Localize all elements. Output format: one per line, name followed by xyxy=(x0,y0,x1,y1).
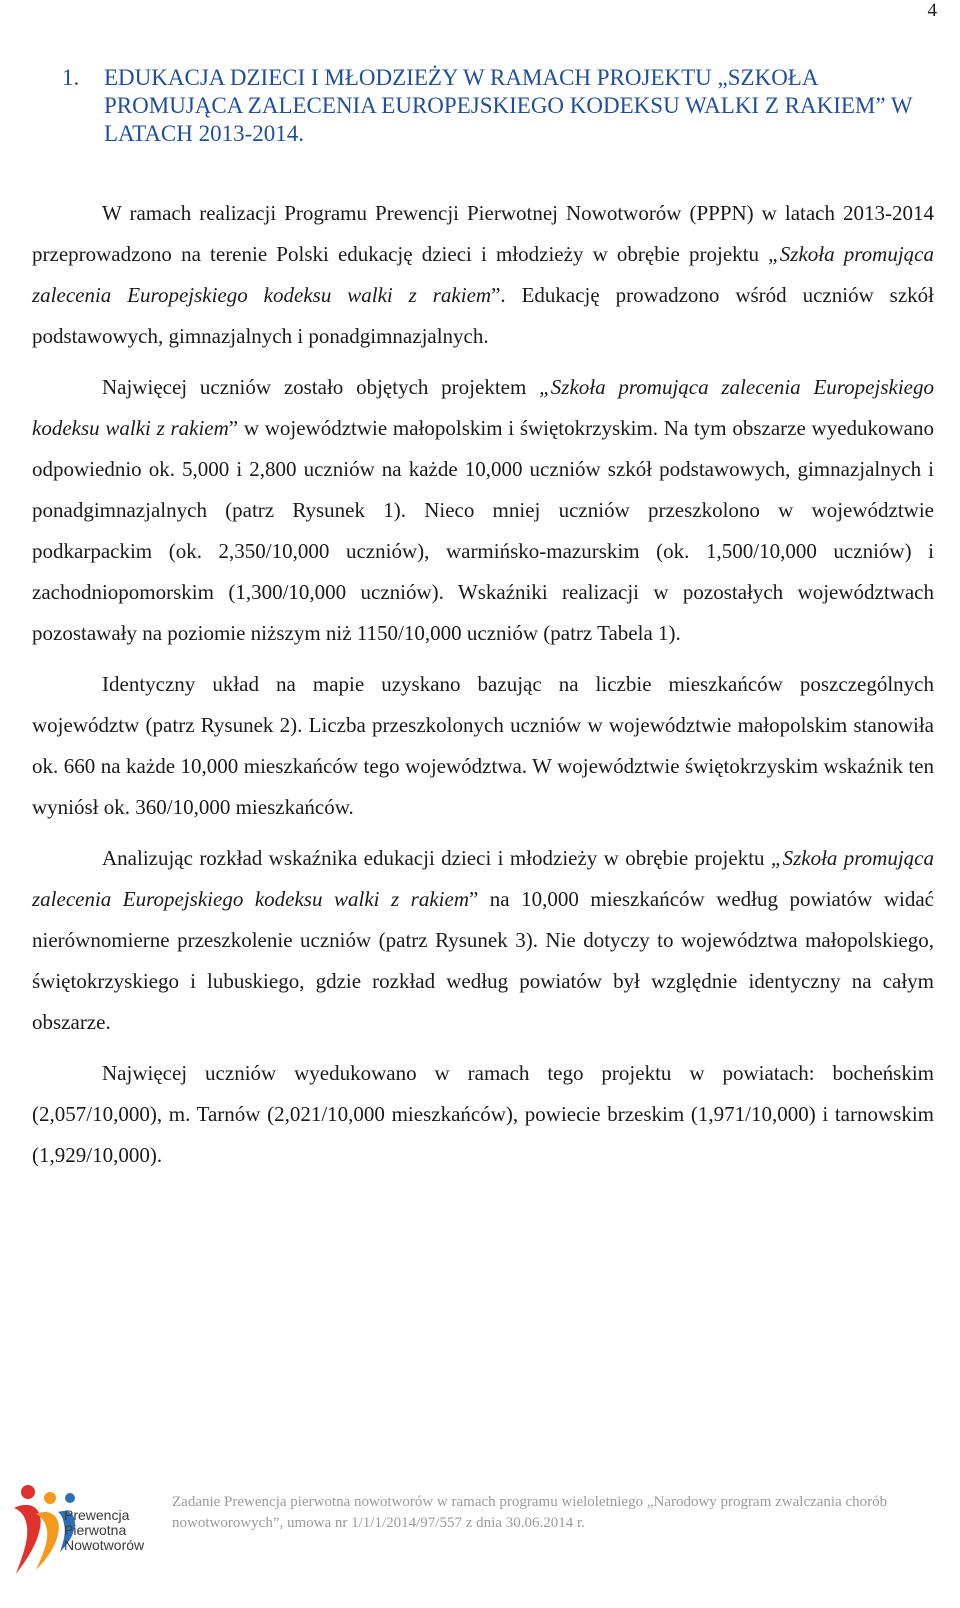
paragraph-2 xyxy=(32,367,934,654)
paragraph-1 xyxy=(32,193,934,357)
logo-figure-red xyxy=(14,1505,41,1574)
section-number: 1. xyxy=(62,65,80,90)
paragraph-4 xyxy=(32,838,934,1043)
logo-head-orange xyxy=(44,1492,56,1504)
paragraph-text: Najwięcej uczniów wyedukowano w ramach tego projektu w powiatach: bocheńskim (2,057/10,000), m. Tarnów (2,021/10,000 mieszkańców), powiecie brzeskim (1,971/10,000) i tarnowskim (1,929/10,000). xyxy=(32,1061,934,1167)
paragraph-text: W ramach realizacji Programu Prewencji Pierwotnej Nowotworów (PPPN) w latach 2013-2014 przeprowadzono na terenie Polski edukację dzieci i młodzieży w obrębie projektu xyxy=(32,201,934,266)
project-name: „Szkoła promująca zalecenia Europejskiego kodeksu walki z rakiem xyxy=(32,242,934,307)
section-title: EDUKACJA DZIECI I MŁODZIEŻY W RAMACH PROJEKTU „SZKOŁA PROMUJĄCA ZALECENIA EUROPEJSKIEGO KODEKSU WALKI Z RAKIEM” W LATACH 2013-2014. xyxy=(104,65,913,146)
page-footer xyxy=(0,1470,960,1590)
project-name: „Szkoła promująca zalecenia Europejskiego kodeksu walki z rakiem xyxy=(32,846,934,911)
project-name: „Szkoła promująca zalecenia Europejskiego kodeksu walki z rakiem xyxy=(32,375,934,440)
paragraph-text: Identyczny układ na mapie uzyskano bazując na liczbie mieszkańców poszczególnych województw (patrz Rysunek 2). Liczba przeszkolonych uczniów w województwie małopolskim stanowiła ok. 660 na każde 10,000 mieszkańców tego województwa. W województwie świętokrzyskim wskaźnik ten wyniósł ok. 360/10,000 mieszkańców. xyxy=(32,672,934,819)
body-text xyxy=(32,193,934,1176)
paragraph-text: Najwięcej uczniów zostało objętych projektem xyxy=(102,375,540,399)
footer-note: Zadanie Prewencja pierwotna nowotworów w ramach programu wieloletniego „Narodowy program zwalczania chorób nowotworowych”, umowa nr 1/1/1/2014/97/557 z dnia 30.06.2014 r. xyxy=(172,1494,888,1531)
paragraph-text: ” na 10,000 mieszkańców według powiatów widać nierównomierne przeszkolenie uczniów (patrz Rysunek 3). Nie dotyczy to województwa małopolskiego, świętokrzyskiego i lubuskiego, gdzie rozkład według powiatów był względnie identyczny na całym obszarze. xyxy=(32,887,934,1034)
logo-head-blue xyxy=(65,1493,75,1503)
section-heading xyxy=(62,64,922,148)
paragraph-text: ”. Edukację prowadzono wśród uczniów szkół podstawowych, gimnazjalnych i ponadgimnazjalnych. xyxy=(32,283,934,348)
logo-line-2: Pierwotna xyxy=(64,1522,127,1538)
paragraph-3 xyxy=(32,664,934,828)
paragraph-text: Analizując rozkład wskaźnika edukacji dzieci i młodzieży w obrębie projektu xyxy=(102,846,771,870)
paragraph-5 xyxy=(32,1053,934,1176)
logo-head-red xyxy=(21,1485,35,1499)
ppn-logo xyxy=(6,1478,156,1582)
paragraph-text: ” w województwie małopolskim i świętokrzyskim. Na tym obszarze wyedukowano odpowiednio ok. 5,000 i 2,800 uczniów na każde 10,000 uczniów szkół podstawowych, gimnazjalnych i ponadgimnazjalnych (patrz Rysunek 1). Nieco mniej uczniów przeszkolono w województwie podkarpackim (ok. 2,350/10,000 uczniów), warmińsko-mazurskim (ok. 1,500/10,000 uczniów) i zachodniopomorskim (1,300/10,000 uczniów). Wskaźniki realizacji w pozostałych województwach pozostawały na poziomie niższym niż 1150/10,000 uczniów (patrz Tabela 1). xyxy=(32,416,934,645)
page-number: 4 xyxy=(927,0,937,21)
logo-text xyxy=(64,1508,144,1553)
logo-line-3: Nowotworów xyxy=(64,1537,145,1553)
logo-line-1: Prewencja xyxy=(64,1507,130,1523)
